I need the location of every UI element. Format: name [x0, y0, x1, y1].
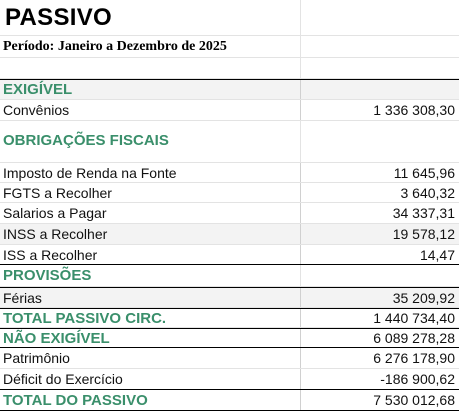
table-row-irrf[interactable] [0, 163, 459, 183]
section-exigivel: EXIGÍVEL [3, 81, 73, 98]
value-cell[interactable] [300, 348, 459, 368]
value-cell[interactable] [300, 369, 459, 389]
title-row[interactable] [0, 0, 459, 36]
total-value: 1 440 734,40 [373, 310, 455, 326]
period-row[interactable] [0, 36, 459, 58]
total-label: TOTAL DO PASSIVO [3, 391, 148, 409]
label-cell[interactable] [0, 329, 300, 347]
row-value: 14,47 [419, 246, 455, 263]
period-cell[interactable] [0, 36, 300, 57]
label-cell[interactable] [0, 100, 300, 120]
section-row-provisoes[interactable] [0, 265, 459, 287]
value-cell[interactable] [300, 183, 459, 202]
section-provisoes: PROVISÕES [3, 267, 92, 284]
label-cell[interactable] [0, 183, 300, 202]
value-cell[interactable] [300, 203, 459, 223]
empty-row[interactable] [0, 58, 459, 79]
empty-cell[interactable] [300, 121, 459, 162]
table-row-total-passivo[interactable] [0, 390, 459, 411]
row-label: INSS a Recolher [3, 226, 108, 242]
row-label: Convênios [3, 102, 70, 118]
section-cell[interactable] [0, 121, 300, 162]
value-cell[interactable] [300, 288, 459, 307]
page-title: PASSIVO [5, 3, 113, 31]
label-cell[interactable] [0, 163, 300, 182]
row-label: Patrimônio [3, 350, 70, 366]
row-value: 6 276 178,90 [373, 350, 455, 366]
section-row-obrigacoes[interactable] [0, 121, 459, 163]
total-label: TOTAL PASSIVO CIRC. [3, 309, 167, 327]
row-value: 34 337,31 [392, 205, 455, 221]
label-cell[interactable] [0, 348, 300, 368]
table-row-inss[interactable] [0, 224, 459, 245]
row-label: Déficit do Exercício [3, 371, 123, 387]
period-label: Período: Janeiro a Dezembro de 2025 [3, 38, 227, 54]
value-cell[interactable] [300, 390, 459, 410]
empty-cell[interactable] [300, 80, 459, 99]
value-cell[interactable] [300, 100, 459, 120]
value-cell[interactable] [300, 163, 459, 182]
section-cell[interactable] [0, 80, 300, 99]
table-row-total-circ[interactable] [0, 308, 459, 328]
empty-cell[interactable] [300, 58, 459, 78]
label-cell[interactable] [0, 203, 300, 223]
empty-cell[interactable] [300, 265, 459, 286]
section-obrigacoes: OBRIGAÇÕES FISCAIS [3, 132, 169, 149]
value-cell[interactable] [300, 224, 459, 244]
label-cell[interactable] [0, 288, 300, 307]
row-value: 19 578,12 [392, 226, 455, 242]
value-cell[interactable] [300, 245, 459, 264]
row-value: -186 900,62 [380, 371, 455, 387]
table-row-fgts[interactable] [0, 183, 459, 203]
table-row-convenios[interactable] [0, 100, 459, 121]
empty-cell[interactable] [0, 58, 300, 78]
row-label: FGTS a Recolher [3, 184, 112, 201]
table-row-salarios[interactable] [0, 203, 459, 224]
label-cell[interactable] [0, 224, 300, 244]
row-value: 3 640,32 [400, 184, 455, 201]
table-row-patrimonio[interactable] [0, 348, 459, 369]
row-label: Férias [3, 289, 42, 306]
section-row-exigivel[interactable] [0, 79, 459, 100]
row-value: 11 645,96 [393, 164, 455, 181]
row-value: 6 089 278,28 [373, 330, 455, 346]
row-label: Salarios a Pagar [3, 205, 107, 221]
row-label: ISS a Recolher [3, 246, 98, 263]
section-nao-exigivel: NÃO EXIGÍVEL [3, 329, 110, 347]
row-label: Imposto de Renda na Fonte [3, 164, 177, 181]
label-cell[interactable] [0, 390, 300, 410]
label-cell[interactable] [0, 309, 300, 327]
total-value: 7 530 012,68 [373, 392, 455, 408]
row-value: 1 336 308,30 [373, 102, 455, 118]
page-title-cell[interactable] [0, 0, 300, 35]
empty-cell[interactable] [300, 0, 459, 35]
table-row-nao-exigivel[interactable] [0, 328, 459, 348]
section-cell[interactable] [0, 265, 300, 286]
empty-cell[interactable] [300, 36, 459, 57]
value-cell[interactable] [300, 329, 459, 347]
label-cell[interactable] [0, 245, 300, 264]
label-cell[interactable] [0, 369, 300, 389]
row-value: 35 209,92 [392, 289, 455, 306]
value-cell[interactable] [300, 309, 459, 327]
table-row-ferias[interactable] [0, 287, 459, 308]
table-row-iss[interactable] [0, 245, 459, 265]
table-row-deficit[interactable] [0, 369, 459, 390]
